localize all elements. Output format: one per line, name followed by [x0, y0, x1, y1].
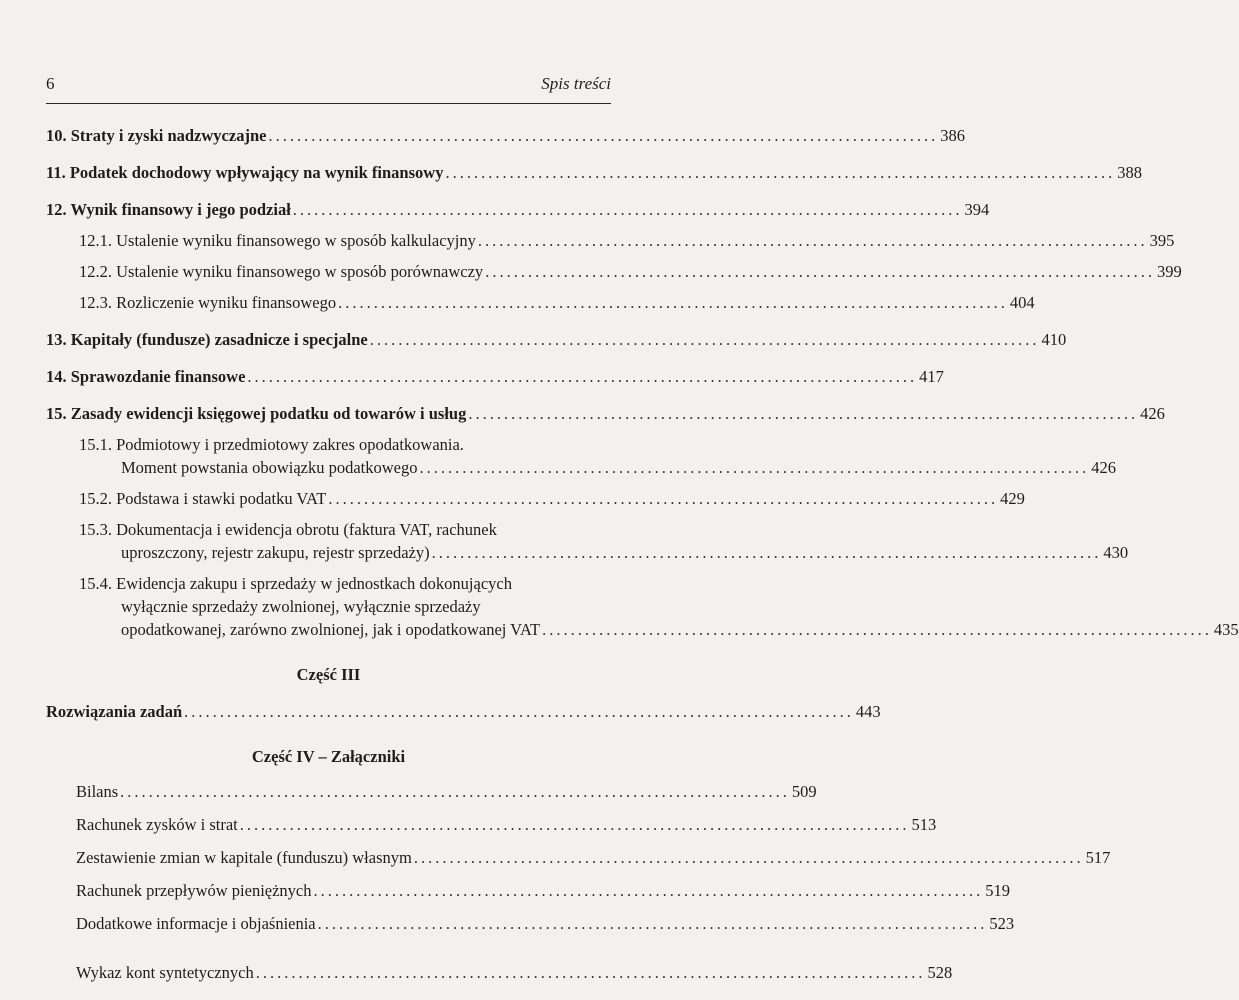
toc-page-number: 388 — [1117, 163, 1142, 182]
part-heading-iii: Część III — [296, 665, 361, 684]
toc-entry-title: Rachunek zysków i strat — [76, 815, 238, 834]
leader-dots: .............................................................................................. — [317, 914, 988, 933]
toc-entry-15-3[interactable] — [46, 518, 1129, 564]
toc-page-number: 517 — [1085, 848, 1111, 867]
leader-dots: .............................................................................................. — [431, 543, 1102, 562]
toc-entry-10[interactable] — [46, 124, 965, 147]
toc-entry-14[interactable] — [46, 365, 944, 388]
toc-entry-chart-of-accounts[interactable] — [46, 961, 953, 984]
toc-page-number: 429 — [1000, 489, 1025, 508]
leader-dots: .............................................................................................. — [268, 126, 939, 145]
leader-dots: .............................................................................................. — [413, 848, 1084, 867]
toc-entry-title: 15. Zasady ewidencji księgowej podatku od towarów i usług — [46, 404, 467, 423]
toc-entry-title: Zestawienie zmian w kapitale (funduszu) własnym — [76, 848, 412, 867]
toc-page-number: 395 — [1149, 231, 1175, 250]
toc-entry-title-line: 15.3. Dokumentacja i ewidencja obrotu (faktura VAT, rachunek — [79, 520, 497, 539]
leader-dots: .............................................................................................. — [419, 458, 1090, 477]
toc-page-number: 386 — [940, 126, 965, 145]
toc-entry-title: Wykaz kont syntetycznych — [76, 963, 254, 982]
toc-entry-solutions[interactable] — [46, 700, 881, 723]
leader-dots: .............................................................................................. — [120, 782, 790, 801]
toc-entry-title-line: wyłącznie sprzedaży zwolnionej, wyłącznie sprzedaży — [121, 597, 481, 616]
leader-dots: .............................................................................................. — [369, 330, 1040, 349]
leader-dots: .............................................................................................. — [239, 815, 910, 834]
toc-page-number: 417 — [919, 367, 944, 386]
toc-page-number: 404 — [1009, 293, 1035, 312]
toc-page-number: 426 — [1091, 458, 1116, 477]
toc-page-number: 509 — [791, 782, 817, 801]
toc-entry-title: 12.3. Rozliczenie wyniku finansowego — [79, 293, 337, 312]
toc-entry-title: Rozwiązania zadań — [46, 702, 183, 721]
toc-entry-title: 12. Wynik finansowy i jego podział — [46, 200, 291, 219]
toc-entry-12-2[interactable] — [46, 260, 1182, 283]
leader-dots: .............................................................................................. — [292, 200, 963, 219]
leader-dots: .............................................................................................. — [247, 367, 918, 386]
toc-page-number: 394 — [964, 200, 990, 219]
toc-page-number: 410 — [1041, 330, 1067, 349]
toc-entry-title: 15.2. Podstawa i stawki podatku VAT — [79, 489, 327, 508]
toc-entry-cash-flow[interactable] — [46, 879, 1010, 902]
toc-entry-income-statement[interactable] — [46, 813, 937, 836]
toc-entry-title: 12.1. Ustalenie wyniku finansowego w sposób kalkulacyjny — [79, 231, 476, 250]
toc-entry-15[interactable] — [46, 402, 1165, 425]
toc-entry-title: 13. Kapitały (fundusze) zasadnicze i specjalne — [46, 330, 368, 349]
toc-entry-11[interactable] — [46, 161, 1142, 184]
toc-page-number: 443 — [855, 702, 881, 721]
toc-page-number: 435 — [1213, 620, 1239, 639]
part-heading-iv: Część IV – Załączniki — [251, 747, 406, 766]
toc-entry-15-1[interactable] — [46, 433, 1116, 479]
toc-page-number: 430 — [1103, 543, 1129, 562]
page-header — [46, 74, 611, 94]
leader-dots: .............................................................................................. — [328, 489, 999, 508]
leader-dots: .............................................................................................. — [338, 293, 1008, 312]
toc-entry-title: Bilans — [76, 782, 119, 801]
toc-entry-title: 12.2. Ustalenie wyniku finansowego w sposób porównawczy — [79, 262, 484, 281]
toc-page-number: 519 — [985, 881, 1010, 900]
toc-entry-title: 11. Podatek dochodowy wpływający na wynik finansowy — [46, 163, 444, 182]
running-title: Spis treści — [541, 74, 611, 93]
leader-dots: .............................................................................................. — [468, 404, 1139, 423]
toc-entry-title: 14. Sprawozdanie finansowe — [46, 367, 246, 386]
leader-dots: .............................................................................................. — [477, 231, 1148, 250]
toc-entry-title-line: 15.1. Podmiotowy i przedmiotowy zakres opodatkowania. — [79, 435, 464, 454]
toc-page-number: 513 — [911, 815, 937, 834]
leader-dots: .............................................................................................. — [255, 963, 926, 982]
toc-entry-title-line: Moment powstania obowiązku podatkowego — [121, 458, 418, 477]
toc-entry-title: Dodatkowe informacje i objaśnienia — [76, 914, 316, 933]
toc-page-number: 426 — [1140, 404, 1165, 423]
toc-entry-15-2[interactable] — [46, 487, 1025, 510]
header-rule — [46, 103, 611, 104]
toc-entry-12-3[interactable] — [46, 291, 1035, 314]
toc-entry-bilans[interactable] — [46, 780, 817, 803]
toc-page-number: 399 — [1156, 262, 1182, 281]
table-of-contents — [46, 124, 1239, 984]
leader-dots: .............................................................................................. — [542, 620, 1212, 639]
toc-entry-15-4[interactable] — [46, 572, 1239, 641]
leader-dots: .............................................................................................. — [184, 702, 854, 721]
toc-entry-additional-notes[interactable] — [46, 912, 1015, 935]
leader-dots: .............................................................................................. — [485, 262, 1155, 281]
toc-page-number: 528 — [927, 963, 953, 982]
toc-entry-equity-changes[interactable] — [46, 846, 1111, 869]
page-number: 6 — [46, 74, 55, 93]
toc-entry-title-line: opodatkowanej, zarówno zwolnionej, jak i opodatkowanej VAT — [121, 620, 541, 639]
toc-entry-12-1[interactable] — [46, 229, 1175, 252]
toc-entry-title: Rachunek przepływów pieniężnych — [76, 881, 312, 900]
toc-entry-13[interactable] — [46, 328, 1067, 351]
toc-entry-12[interactable] — [46, 198, 990, 221]
toc-entry-title-line: 15.4. Ewidencja zakupu i sprzedaży w jednostkach dokonujących — [79, 574, 512, 593]
toc-entry-title-line: uproszczony, rejestr zakupu, rejestr sprzedaży) — [121, 543, 430, 562]
toc-entry-title: 10. Straty i zyski nadzwyczajne — [46, 126, 267, 145]
leader-dots: .............................................................................................. — [313, 881, 984, 900]
toc-page-number: 523 — [989, 914, 1015, 933]
leader-dots: .............................................................................................. — [445, 163, 1116, 182]
